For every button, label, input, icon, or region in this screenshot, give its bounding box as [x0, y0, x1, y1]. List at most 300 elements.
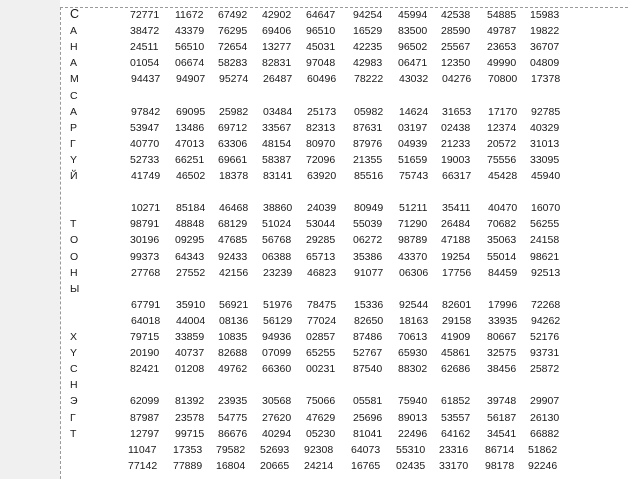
number-cell: 65255	[306, 347, 336, 360]
number-cell: 47013	[175, 137, 205, 150]
number-cell: 98791	[130, 218, 160, 231]
table-row	[0, 89, 638, 104]
number-cell: 00231	[306, 363, 336, 376]
number-cell: 22496	[398, 427, 428, 440]
number-cell: 84459	[488, 266, 518, 279]
row-letter: М	[70, 73, 79, 86]
number-cell: 24039	[307, 202, 337, 215]
number-cell: 72654	[218, 41, 248, 54]
number-cell: 81041	[353, 427, 383, 440]
number-cell: 97048	[306, 57, 336, 70]
number-cell: 04939	[398, 137, 428, 150]
number-cell: 17170	[488, 105, 518, 118]
number-cell: 16070	[531, 202, 561, 215]
table-row	[0, 427, 638, 442]
number-cell: 56921	[219, 298, 249, 311]
number-cell: 83141	[263, 170, 293, 182]
table-row	[0, 185, 638, 200]
number-cell: 62099	[130, 395, 160, 408]
number-cell: 11672	[175, 9, 204, 21]
number-cell: 09295	[175, 234, 205, 247]
number-cell: 94254	[353, 9, 383, 21]
number-cell: 42156	[219, 266, 249, 279]
number-cell: 29285	[306, 234, 336, 247]
number-cell: 30196	[130, 234, 160, 247]
number-cell: 88302	[398, 363, 428, 376]
number-cell: 93731	[530, 347, 560, 360]
number-cell: 85184	[176, 202, 206, 215]
number-cell: 56768	[262, 234, 292, 247]
table-row	[0, 330, 638, 345]
number-cell: 54775	[218, 411, 248, 424]
number-cell: 30568	[262, 395, 292, 408]
row-letter: Т	[70, 218, 77, 231]
table-row	[0, 394, 638, 409]
number-cell: 13277	[262, 41, 292, 54]
number-cell: 41909	[441, 331, 471, 343]
number-cell: 14624	[399, 105, 429, 118]
number-cell: 53947	[130, 121, 160, 134]
number-cell: 82421	[130, 363, 160, 376]
number-cell: 18163	[399, 314, 429, 327]
table-row	[0, 411, 638, 426]
number-cell: 24511	[130, 41, 159, 54]
number-cell: 06306	[399, 266, 429, 279]
row-letter: Х	[70, 331, 78, 343]
table-row	[0, 201, 638, 216]
row-letter: Й	[70, 170, 78, 182]
number-cell: 28590	[441, 25, 471, 38]
table-row	[0, 72, 638, 87]
number-cell: 42902	[262, 9, 292, 21]
table-row	[0, 40, 638, 55]
number-cell: 33859	[175, 331, 205, 343]
number-cell: 25173	[307, 105, 337, 118]
number-cell: 72096	[306, 153, 336, 166]
number-cell: 45861	[441, 347, 471, 360]
number-cell: 65930	[398, 347, 428, 360]
number-cell: 66317	[442, 170, 472, 182]
number-cell: 89013	[398, 411, 428, 424]
row-letter: Y	[70, 153, 78, 166]
number-cell: 21355	[353, 153, 383, 166]
number-cell: 55014	[487, 250, 517, 263]
number-cell: 40737	[175, 347, 205, 360]
number-cell: 94907	[176, 73, 206, 86]
number-cell: 07099	[262, 347, 292, 360]
number-cell: 91077	[354, 266, 384, 279]
number-cell: 80667	[487, 331, 517, 343]
number-cell: 25696	[353, 411, 383, 424]
row-letter: С	[70, 89, 78, 102]
number-cell: 33567	[262, 121, 292, 134]
number-cell: 87987	[130, 411, 160, 424]
number-cell: 77889	[173, 459, 203, 472]
row-letter: О	[70, 250, 79, 263]
table-row	[0, 56, 638, 71]
number-cell: 70800	[488, 73, 518, 86]
number-cell: 20665	[260, 459, 290, 472]
number-cell: 64343	[175, 250, 205, 263]
number-cell: 49787	[487, 25, 517, 38]
number-cell: 94437	[131, 73, 161, 86]
number-cell: 96502	[398, 41, 428, 54]
number-cell: 40294	[262, 427, 292, 440]
number-cell: 58283	[218, 57, 248, 70]
number-cell: 82688	[218, 347, 248, 360]
table-row	[0, 217, 638, 232]
number-cell: 80949	[354, 202, 384, 215]
number-cell: 06388	[262, 250, 292, 263]
row-letter: Г	[70, 411, 76, 424]
number-cell: 05982	[354, 105, 384, 118]
number-cell: 70613	[398, 331, 428, 343]
number-cell: 55039	[353, 218, 383, 231]
number-cell: 79582	[216, 443, 246, 456]
number-cell: 20190	[130, 347, 160, 360]
number-cell: 15336	[354, 298, 384, 311]
row-letter: Ы	[70, 282, 80, 295]
number-cell: 19822	[530, 25, 560, 38]
number-cell: 78475	[307, 298, 337, 311]
number-cell: 66882	[530, 427, 560, 440]
number-cell: 43370	[398, 250, 428, 263]
number-cell: 47685	[218, 234, 248, 247]
table-row	[0, 153, 638, 168]
number-cell: 77024	[307, 314, 337, 327]
number-cell: 29907	[530, 395, 560, 408]
number-cell: 17996	[488, 298, 518, 311]
number-cell: 75556	[487, 153, 517, 166]
number-cell: 45428	[488, 170, 518, 182]
number-cell: 67492	[218, 9, 248, 21]
number-cell: 60496	[307, 73, 337, 86]
number-cell: 80970	[306, 137, 336, 150]
number-cell: 23316	[439, 443, 469, 456]
number-cell: 49990	[487, 57, 517, 70]
number-cell: 56187	[487, 411, 517, 424]
number-cell: 69661	[218, 153, 248, 166]
number-cell: 56510	[175, 41, 205, 54]
number-cell: 98789	[398, 234, 428, 247]
row-letter: Р	[70, 121, 78, 134]
number-cell: 33935	[488, 314, 518, 327]
number-cell: 25567	[441, 41, 471, 54]
number-cell: 47188	[441, 234, 471, 247]
number-cell: 99373	[130, 250, 160, 263]
number-cell: 52693	[260, 443, 290, 456]
number-cell: 42983	[353, 57, 383, 70]
row-letter: Y	[70, 347, 78, 360]
number-cell: 15983	[530, 9, 560, 21]
number-cell: 19254	[441, 250, 471, 263]
number-cell: 13486	[175, 121, 205, 134]
number-cell: 68129	[218, 218, 248, 231]
number-cell: 92544	[399, 298, 429, 311]
number-cell: 43379	[175, 25, 205, 38]
number-cell: 69095	[176, 105, 206, 118]
number-cell: 64162	[441, 427, 471, 440]
number-cell: 51862	[528, 443, 558, 456]
row-letter: Г	[70, 137, 76, 150]
number-cell: 85516	[354, 170, 384, 182]
number-cell: 82831	[262, 57, 292, 70]
number-cell: 61852	[441, 395, 471, 408]
number-cell: 66360	[262, 363, 292, 376]
number-cell: 64018	[131, 314, 161, 327]
number-cell: 01208	[175, 363, 205, 376]
number-cell: 51659	[398, 153, 428, 166]
number-cell: 23578	[175, 411, 205, 424]
number-cell: 16804	[216, 459, 246, 472]
number-cell: 42235	[353, 41, 383, 54]
number-cell: 97842	[131, 105, 161, 118]
number-cell: 82313	[306, 121, 336, 134]
table-row	[0, 346, 638, 361]
number-cell: 23239	[263, 266, 293, 279]
number-cell: 42538	[441, 9, 471, 21]
number-cell: 38456	[487, 363, 517, 376]
number-cell: 66251	[175, 153, 205, 166]
number-cell: 82650	[354, 314, 384, 327]
number-cell: 02435	[396, 459, 426, 472]
number-cell: 27768	[131, 266, 161, 279]
number-cell: 58387	[262, 153, 292, 166]
number-cell: 69406	[262, 25, 292, 38]
table-row	[0, 105, 638, 120]
number-cell: 36707	[530, 41, 560, 54]
number-cell: 83500	[398, 25, 428, 38]
table-row	[0, 250, 638, 265]
number-cell: 12350	[441, 57, 471, 70]
number-cell: 87540	[353, 363, 383, 376]
number-cell: 12797	[130, 427, 160, 440]
number-cell: 19003	[441, 153, 471, 166]
number-cell: 25982	[219, 105, 249, 118]
number-cell: 45994	[398, 9, 428, 21]
table-row	[0, 459, 638, 474]
number-cell: 23935	[218, 395, 248, 408]
number-cell: 55310	[396, 443, 426, 456]
number-cell: 02857	[306, 331, 336, 343]
number-cell: 64647	[306, 9, 336, 21]
number-cell: 53044	[306, 218, 336, 231]
row-letter: Э	[70, 395, 78, 408]
table-row	[0, 378, 638, 393]
number-cell: 81392	[175, 395, 205, 408]
number-cell: 64073	[351, 443, 381, 456]
number-cell: 27552	[176, 266, 206, 279]
number-cell: 82601	[442, 298, 472, 311]
number-cell: 52176	[530, 331, 560, 343]
number-cell: 25872	[530, 363, 560, 376]
row-letter: А	[70, 25, 78, 38]
number-cell: 06674	[175, 57, 205, 70]
number-cell: 34541	[487, 427, 517, 440]
number-cell: 51976	[263, 298, 293, 311]
number-cell: 72771	[130, 9, 160, 21]
number-cell: 03484	[263, 105, 293, 118]
number-cell: 62686	[441, 363, 471, 376]
number-cell: 46823	[307, 266, 337, 279]
number-cell: 38472	[130, 25, 160, 38]
number-cell: 92308	[304, 443, 334, 456]
row-letter: А	[70, 57, 78, 70]
number-cell: 24214	[304, 459, 334, 472]
number-cell: 16765	[351, 459, 381, 472]
number-cell: 05230	[306, 427, 336, 440]
table-row	[0, 266, 638, 281]
number-cell: 45031	[306, 41, 336, 54]
number-cell: 32575	[487, 347, 517, 360]
number-cell: 20572	[487, 137, 517, 150]
table-row	[0, 8, 638, 23]
number-cell: 92785	[531, 105, 561, 118]
number-cell: 70682	[487, 218, 517, 231]
number-cell: 75940	[398, 395, 428, 408]
number-cell: 26484	[441, 218, 471, 231]
number-cell: 63920	[307, 170, 337, 182]
number-cell: 92246	[528, 459, 558, 472]
number-cell: 43032	[399, 73, 429, 86]
number-cell: 05581	[353, 395, 383, 408]
number-cell: 54885	[487, 9, 517, 21]
number-cell: 98621	[530, 250, 560, 263]
table-row	[0, 314, 638, 329]
number-cell: 17353	[173, 443, 203, 456]
number-cell: 40329	[530, 121, 560, 134]
number-cell: 56129	[263, 314, 293, 327]
number-cell: 49762	[218, 363, 248, 376]
number-cell: 44004	[176, 314, 206, 327]
number-cell: 16529	[353, 25, 383, 38]
number-cell: 40470	[488, 202, 518, 215]
number-cell: 31653	[442, 105, 472, 118]
number-cell: 08136	[219, 314, 249, 327]
number-cell: 99715	[175, 427, 205, 440]
number-cell: 35411	[442, 202, 471, 215]
number-cell: 52767	[353, 347, 383, 360]
number-cell: 35386	[353, 250, 383, 263]
number-cell: 39748	[487, 395, 517, 408]
table-row	[0, 298, 638, 313]
number-cell: 65713	[306, 250, 336, 263]
number-cell: 02438	[441, 121, 471, 134]
number-cell: 69712	[218, 121, 248, 134]
number-cell: 48848	[175, 218, 205, 231]
number-cell: 10835	[218, 331, 248, 343]
number-cell: 71290	[398, 218, 428, 231]
number-cell: 23653	[487, 41, 517, 54]
table-row	[0, 24, 638, 39]
number-cell: 24158	[530, 234, 560, 247]
number-cell: 51024	[262, 218, 292, 231]
number-cell: 79715	[130, 331, 160, 343]
number-cell: 46502	[176, 170, 206, 182]
number-cell: 78222	[354, 73, 384, 86]
table-row	[0, 233, 638, 248]
number-cell: 29158	[442, 314, 472, 327]
number-cell: 48154	[262, 137, 292, 150]
row-letter: Н	[70, 266, 78, 279]
number-cell: 76295	[218, 25, 248, 38]
number-cell: 38860	[263, 202, 293, 215]
number-cell: 41749	[131, 170, 161, 182]
row-letter: Н	[70, 41, 78, 54]
table-row	[0, 282, 638, 297]
number-cell: 87486	[353, 331, 383, 343]
number-cell: 87631	[353, 121, 383, 134]
number-cell: 94262	[531, 314, 561, 327]
table-row	[0, 137, 638, 152]
number-cell: 98178	[485, 459, 515, 472]
number-cell: 63306	[218, 137, 248, 150]
number-cell: 11047	[128, 443, 157, 456]
number-cell: 31013	[530, 137, 560, 150]
number-cell: 17756	[442, 266, 472, 279]
number-cell: 67791	[131, 298, 161, 311]
number-cell: 45940	[531, 170, 561, 182]
number-cell: 96510	[306, 25, 336, 38]
row-letter: С	[70, 7, 80, 21]
row-letter: А	[70, 105, 78, 118]
number-cell: 51211	[399, 202, 428, 215]
row-letter: Т	[70, 427, 77, 440]
row-letter: О	[70, 234, 79, 247]
number-cell: 94936	[262, 331, 292, 343]
number-cell: 95274	[219, 73, 249, 86]
number-cell: 03197	[398, 121, 428, 134]
table-row	[0, 169, 638, 184]
number-cell: 12374	[487, 121, 517, 134]
number-cell: 75066	[306, 395, 336, 408]
number-cell: 77142	[128, 459, 158, 472]
number-cell: 72268	[531, 298, 561, 311]
table-row	[0, 121, 638, 136]
number-cell: 21233	[441, 137, 471, 150]
number-cell: 47629	[306, 411, 336, 424]
number-cell: 86676	[218, 427, 248, 440]
number-cell: 27620	[262, 411, 292, 424]
table-row	[0, 443, 638, 458]
number-cell: 06471	[398, 57, 428, 70]
number-cell: 01054	[130, 57, 160, 70]
number-cell: 18378	[219, 170, 249, 182]
number-cell: 04809	[530, 57, 560, 70]
number-cell: 53557	[441, 411, 471, 424]
number-cell: 33170	[439, 459, 469, 472]
number-cell: 75743	[399, 170, 429, 182]
number-cell: 87976	[353, 137, 383, 150]
number-cell: 46468	[219, 202, 249, 215]
number-cell: 92513	[531, 266, 561, 279]
row-letter: С	[70, 363, 78, 376]
number-cell: 04276	[442, 73, 472, 86]
number-cell: 92433	[218, 250, 248, 263]
number-cell: 10271	[131, 202, 161, 215]
number-cell: 35910	[176, 298, 206, 311]
row-letter: Н	[70, 379, 78, 392]
number-cell: 52733	[130, 153, 160, 166]
number-cell: 26130	[530, 411, 560, 424]
number-cell: 56255	[530, 218, 560, 231]
number-cell: 86714	[485, 443, 515, 456]
number-cell: 06272	[353, 234, 383, 247]
number-cell: 40770	[130, 137, 160, 150]
number-cell: 17378	[531, 73, 561, 86]
table-row	[0, 362, 638, 377]
number-cell: 26487	[263, 73, 293, 86]
